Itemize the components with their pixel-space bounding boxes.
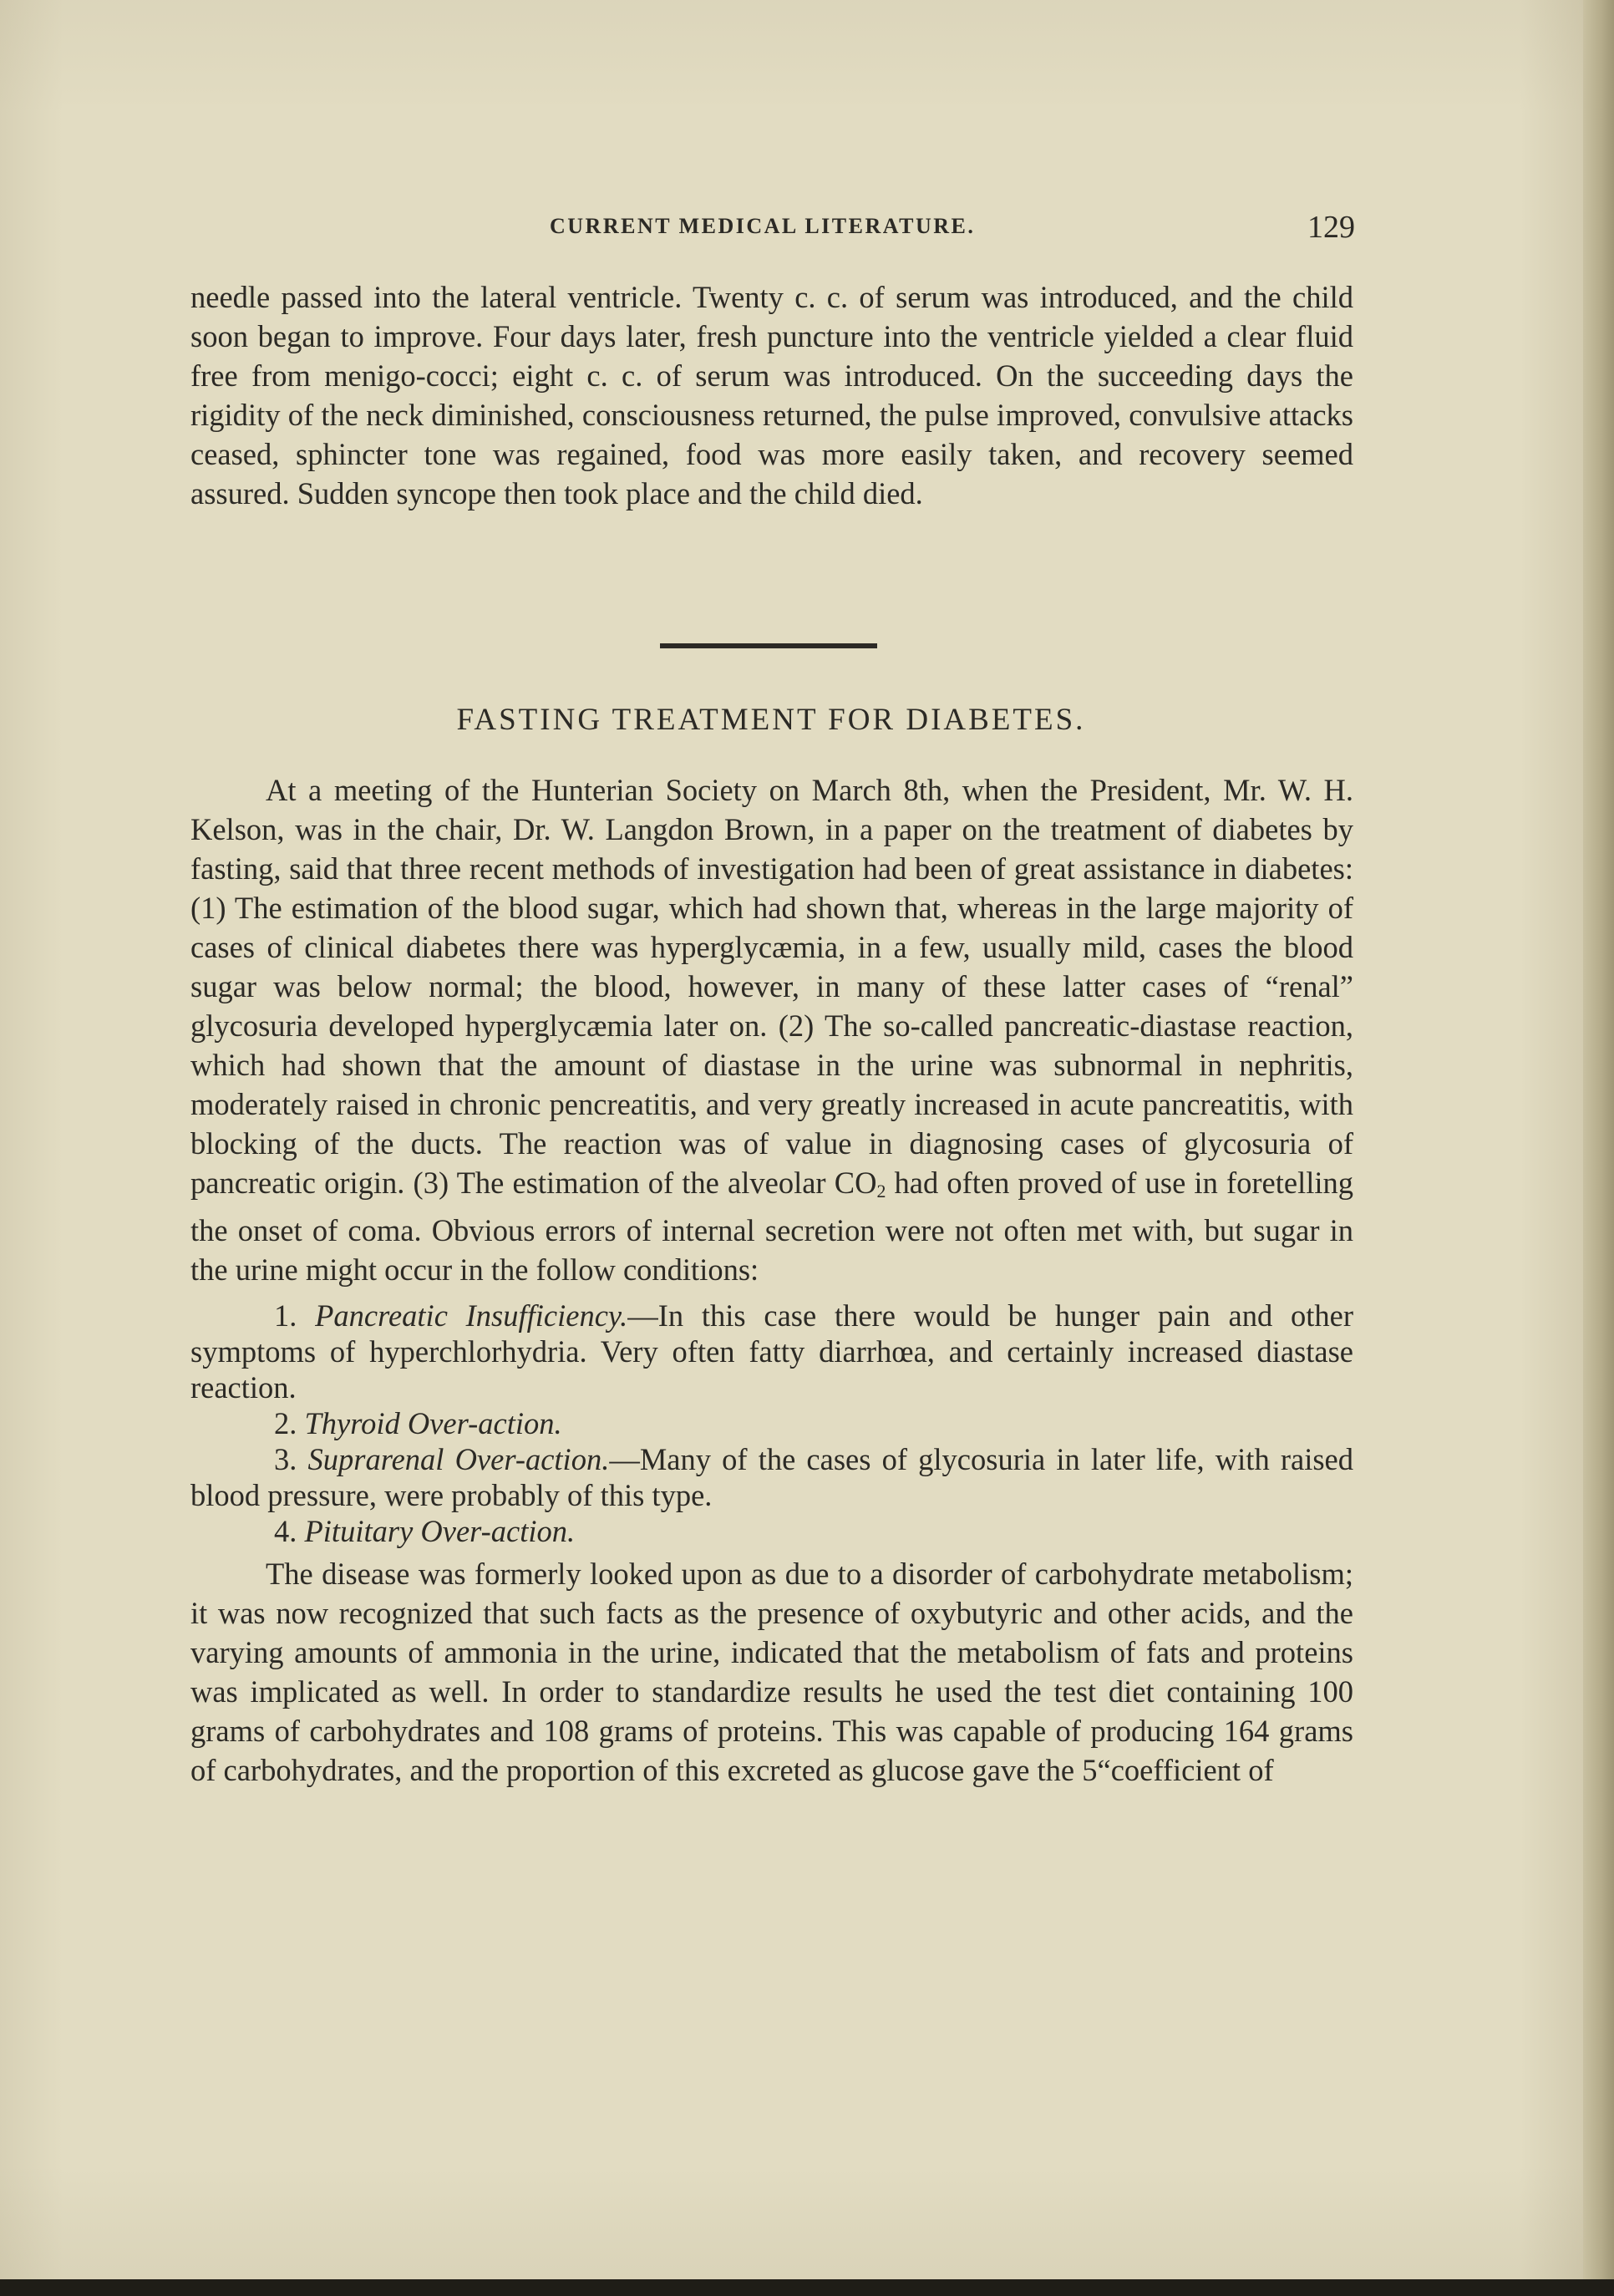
page-header (468, 210, 1355, 247)
paragraph-1 (190, 770, 1353, 1289)
list-item-number: 1. (274, 1298, 297, 1333)
list-item-number: 4. (274, 1514, 297, 1548)
section-body (190, 770, 1353, 1790)
page-number: 129 (1307, 210, 1355, 245)
list-item-text: —In this case there would be hunger pain and other symptoms of hyperchlorhydria. Very often fatty diarrhœa, and certainly increased diastase reaction. (190, 1298, 1353, 1405)
list-item-title: Suprarenal Over-action. (307, 1442, 610, 1476)
page-edge (1583, 0, 1614, 2279)
paragraph-2: The disease was formerly looked upon as due to a disorder of carbohydrate metabolism; it was now recognized that such facts as the presence of oxybutyric and other acids, and the varying amounts of ammonia in the urine, indicated that the metabolism of fats and proteins was implicated as well. In order to standardize results he used the test diet containing 100 grams of carbohydrates and 108 grams of proteins. This was capable of producing 164 grams of carbohydrates, and the proportion of this excreted as glucose gave the 5“coefficient of (190, 1557, 1353, 1787)
paragraph-1-before: At a meeting of the Hunterian Society on March 8th, when the President, Mr. W. H. Kelson, was in the chair, Dr. W. Langdon Brown, in a paper on the treatment of diabetes by fasting, said that three recent methods of investigation had been of great assistance in diabetes: (1) The estimation of the blood sugar, which had shown that, whereas in the large majority of cases of clinical diabetes there was hyperglycæmia, in a few, usually mild, cases the blood sugar was below normal; the blood, however, in many of these latter cases of “renal” glycosuria developed hyperglycæmia later on. (2) The so-called pancreatic-diastase reaction, which had shown that the amount of diastase in the urine was subnormal in nephritis, moderately raised in chronic pencreatitis, and very greatly increased in acute pancreatitis, with blocking of the ducts. The reaction was of value in diagnosing cases of glycosuria of pancreatic origin. (3) The estimation of the alveolar CO (190, 773, 1353, 1200)
list-item (190, 1298, 1353, 1405)
paragraph-1-after: had often proved of use in foretelling the onset of coma. Obvious errors of internal secretion were not often met with, but sugar in the urine might occur in the follow conditions: (190, 1166, 1353, 1287)
running-head: CURRENT MEDICAL LITERATURE. (550, 214, 976, 238)
list-item-title: Thyroid Over-action. (304, 1406, 562, 1440)
list-item (190, 1441, 1353, 1513)
section-title: FASTING TREATMENT FOR DIABETES. (456, 703, 1086, 737)
paragraph-1-subscript: 2 (876, 1181, 886, 1201)
list-item-number: 3. (274, 1442, 297, 1476)
list-item (190, 1405, 1353, 1441)
list-item-title: Pituitary Over-action. (304, 1514, 576, 1548)
intro-paragraph-block (190, 277, 1353, 513)
list-item-title: Pancreatic Insufficiency. (315, 1298, 628, 1333)
scan-bottom-edge (0, 2279, 1614, 2296)
list-item (190, 1513, 1353, 1549)
list-item-text: —Many of the cases of glycosuria in later life, with raised blood pressure, were probably of this type. (190, 1442, 1353, 1512)
section-divider (660, 643, 877, 648)
list-item-number: 2. (274, 1406, 297, 1440)
intro-paragraph: needle passed into the lateral ventricle. Twenty c. c. of serum was introduced, and the child soon began to improve. Four days later, fresh puncture into the ventricle yielded a clear fluid free from menigo-cocci; eight c. c. of serum was introduced. On the succeeding days the rigidity of the neck diminished, consciousness returned, the pulse improved, convulsive attacks ceased, sphincter tone was regained, food was more easily taken, and recovery seemed assured. Sudden syncope then took place and the child died. (190, 280, 1353, 511)
